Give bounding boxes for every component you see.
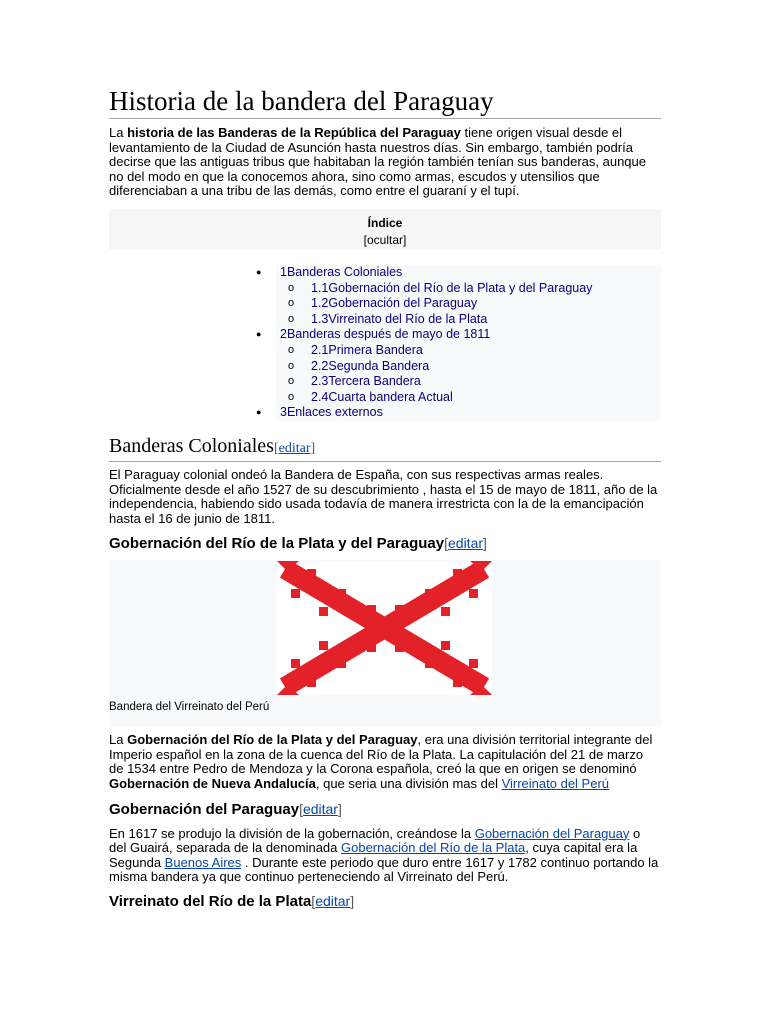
toc-item[interactable] <box>109 281 661 297</box>
rio-plata-paraguay-paragraph <box>109 733 661 791</box>
text: En 1617 se produjo la división de la gobernación, creándose la <box>109 825 475 841</box>
bullet-circle-icon: o <box>288 375 295 388</box>
toc-item-label[interactable]: 1Banderas Coloniales <box>280 264 403 279</box>
edit-section: [editar] <box>444 535 487 552</box>
edit-link[interactable]: editar <box>278 440 311 456</box>
text: , que seria una división mas del <box>315 776 502 792</box>
toc-item-label[interactable]: 2.2Segunda Bandera <box>311 358 430 373</box>
bullet-circle-icon: o <box>288 390 295 403</box>
gob-paraguay-paragraph <box>109 827 661 885</box>
bullet-circle-icon: o <box>288 312 295 325</box>
heading-text: Gobernación del Río de la Plata y del Paraguay <box>109 535 445 553</box>
text: La <box>109 732 128 748</box>
link-gobernacion-paraguay[interactable]: Gobernación del Paraguay <box>474 825 630 841</box>
edit-section: [editar] <box>311 893 355 910</box>
toc-item[interactable] <box>109 265 661 281</box>
bullet-disc-icon: ● <box>256 329 262 340</box>
toc-item[interactable] <box>109 390 661 406</box>
intro-bold: historia de las Banderas de la República del Paraguay <box>127 125 461 140</box>
toc-item-label[interactable]: 2Banderas después de mayo de 1811 <box>280 327 491 342</box>
section-heading-gobernacion-paraguay <box>109 799 661 820</box>
intro-paragraph <box>109 126 661 199</box>
section-heading-virreinato-rio-plata <box>109 891 661 912</box>
toc-item[interactable] <box>109 327 661 343</box>
cross-of-burgundy-flag-image[interactable] <box>277 561 492 695</box>
edit-section: [editar] <box>273 440 316 456</box>
coloniales-paragraph: El Paraguay colonial ondeó la Bandera de España, con sus respectivas armas reales. Oficialmente desde el año 1527 de su descubrimiento , hasta el 15 de mayo de 1811, año de la independencia, habiendo sido usada todavía de manera irrestricta con la de la emancipación hasta el 16 de junio de 1811. <box>109 466 658 526</box>
toc-item-label[interactable]: 2.3Tercera Bandera <box>311 374 421 389</box>
edit-link[interactable]: editar <box>302 800 338 817</box>
toc-item-label[interactable]: 1.1Gobernación del Río de la Plata y del Paraguay <box>311 280 593 295</box>
bullet-disc-icon: ● <box>256 266 262 277</box>
toc-item-label[interactable]: 1.3Virreinato del Río de la Plata <box>311 311 488 326</box>
edit-link[interactable]: editar <box>315 893 351 910</box>
intro-lead: La <box>109 125 128 140</box>
section-heading-gobernacion-rio-plata-paraguay <box>109 533 661 554</box>
toc-item-label[interactable]: 3Enlaces externos <box>280 405 383 420</box>
text: . Durante este periodo que duro entre 1617 y 1782 continuo portando la misma bandera ya que continuo perteneciendo al Virreinato del Perú. <box>109 854 659 885</box>
toc-item[interactable] <box>109 374 661 390</box>
bullet-circle-icon: o <box>288 343 295 356</box>
heading-text: Virreinato del Río de la Plata <box>109 893 312 911</box>
link-gobernacion-rio-plata[interactable]: Gobernación del Río de la Plata <box>341 840 526 856</box>
toc-item[interactable] <box>109 296 661 312</box>
heading-text: Banderas Coloniales <box>109 434 274 457</box>
text: , era una división territorial integrante del Imperio español en la zona de la cuenca del Río de la Plata. La capitulación del 21 de marzo de 1534 entre Pedro de Mendoza y la Corona española, creó la que en origen se denominó <box>109 732 653 777</box>
intro-rest: tiene origen visual desde el levantamiento de la Ciudad de Asunción hasta nuestros días. Sin embargo, también podría decirse que las antiguas tribus que habitaban la región también tenían sus banderas, aunque no del modo en que la conocemos ahora, sino como armas, escudos y utensilios que diferenciaban a una tribu de las demás, como entre el guaraní y el tupí. <box>109 125 646 199</box>
bold-text: Gobernación de Nueva Andalucía <box>109 776 316 792</box>
toc-item-label[interactable]: 2.4Cuarta bandera Actual <box>311 389 453 404</box>
bullet-disc-icon: ● <box>256 407 262 418</box>
toc-item[interactable] <box>109 343 661 359</box>
article <box>109 84 661 912</box>
section-heading-banderas-coloniales <box>109 434 661 462</box>
toc-list <box>109 265 661 421</box>
heading-text: Gobernación del Paraguay <box>109 800 300 818</box>
toc-item-label[interactable]: 2.1Primera Bandera <box>311 342 423 357</box>
toc-item-label[interactable]: 1.2Gobernación del Paraguay <box>311 296 478 311</box>
figure-caption: Bandera del Virreinato del Perú <box>109 701 270 714</box>
toc-header <box>109 209 661 249</box>
link-buenos-aires[interactable]: Buenos Aires <box>164 854 242 870</box>
toc-title: Índice <box>367 215 403 230</box>
bullet-circle-icon: o <box>288 297 295 310</box>
text: , cuya capital era la Segunda <box>109 840 638 870</box>
bullet-circle-icon: o <box>288 359 295 372</box>
bullet-circle-icon: o <box>288 281 295 294</box>
text: o del Guairá, separada de la denominada <box>109 825 641 856</box>
link-virreinato-peru[interactable]: Virreinato del Perú <box>501 776 610 792</box>
toc-item[interactable] <box>109 405 661 421</box>
bold-text: Gobernación del Río de la Plata y del Paraguay <box>127 732 418 748</box>
toc-item[interactable] <box>109 312 661 328</box>
toc-item[interactable] <box>109 359 661 375</box>
page-title: Historia de la bandera del Paraguay <box>109 84 661 119</box>
edit-link[interactable]: editar <box>448 535 484 552</box>
toc-toggle-link[interactable]: [ocultar] <box>363 232 407 247</box>
flag-figure <box>109 560 661 727</box>
edit-section: [editar] <box>299 800 342 817</box>
